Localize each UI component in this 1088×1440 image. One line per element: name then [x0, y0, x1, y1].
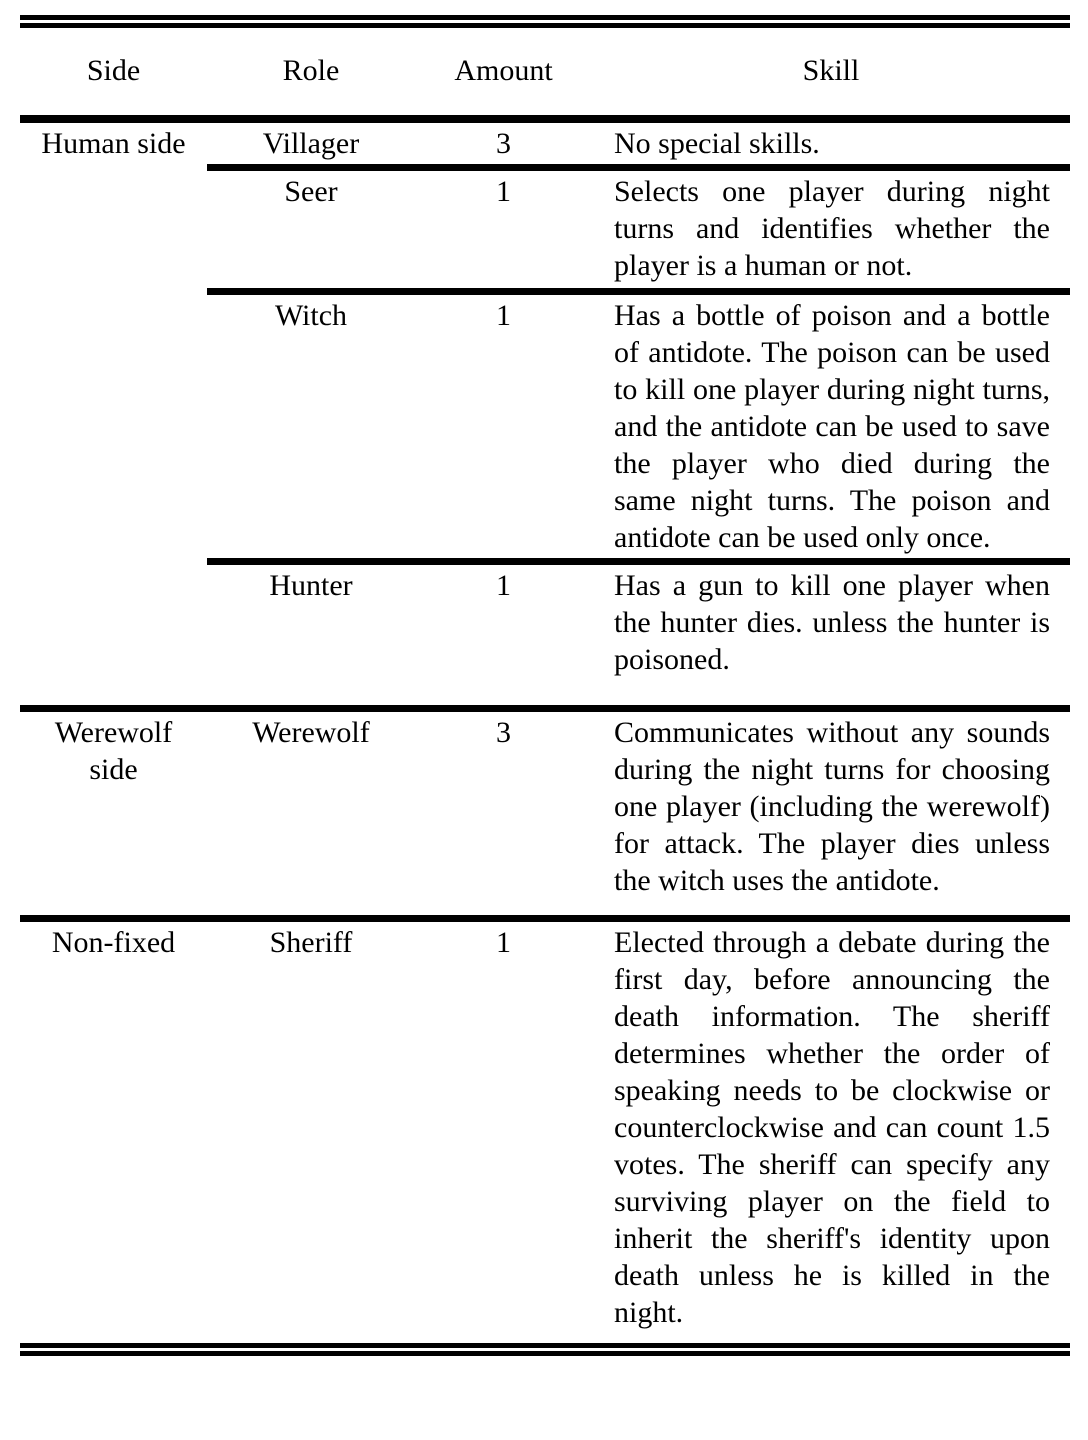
- role-cell-villager: Villager: [262, 127, 360, 160]
- role-cell-witch: Witch: [207, 292, 415, 562]
- table-row-sheriff: [20, 919, 1070, 1344]
- col-header-side: Side: [20, 28, 207, 119]
- amount-cell-sheriff: 1: [415, 919, 592, 1344]
- roles-table: [20, 28, 1070, 1343]
- amount-cell-witch: 1: [415, 292, 592, 562]
- skill-cell-villager: No special skills.: [614, 127, 820, 160]
- skill-cell-hunter: Has a gun to kill one player when the hunter dies. unless the hunter is poisoned.: [592, 562, 1070, 709]
- skill-cell-seer: Selects one player during night turns and identifies whether the player is a human or not.: [592, 168, 1070, 292]
- table-row-villager: [20, 119, 1070, 168]
- col-header-skill: Skill: [592, 28, 1070, 119]
- amount-cell-werewolf: 3: [415, 709, 592, 919]
- skill-cell-sheriff: Elected through a debate during the first day, before announcing the death information. The sheriff determines whether the order of speaking needs to be clockwise or counterclockwise and can count 1.5 votes. The sheriff can specify any surviving player on the field to inherit the sheriff's identity upon death unless he is killed in the night.: [592, 919, 1070, 1344]
- roles-table-figure: [0, 15, 1088, 1440]
- role-cell-seer: Seer: [207, 168, 415, 292]
- side-cell-werewolf: Werewolf side: [20, 709, 207, 919]
- amount-cell-hunter: 1: [415, 562, 592, 709]
- role-cell-sheriff: Sheriff: [207, 919, 415, 1344]
- header-row: [20, 28, 1070, 119]
- side-cell-nonfixed: Non-fixed: [20, 919, 207, 1344]
- role-cell-hunter: Hunter: [207, 562, 415, 709]
- side-cell-human: Human side: [41, 127, 186, 160]
- skill-cell-werewolf: Communicates without any sounds during the night turns for choosing one player (including the werewolf) for attack. The player dies unless the witch uses the antidote.: [592, 709, 1070, 919]
- col-header-amount: Amount: [415, 28, 592, 119]
- amount-cell-seer: 1: [415, 168, 592, 292]
- amount-cell-villager: 3: [496, 127, 511, 160]
- skill-cell-witch: Has a bottle of poison and a bottle of antidote. The poison can be used to kill one player during night turns, and the antidote can be used to save the player who died during the same night turns. The poison and antidote can be used only once.: [592, 292, 1070, 562]
- table-row-werewolf: [20, 709, 1070, 919]
- bottom-double-rule: [20, 1343, 1070, 1356]
- top-double-rule: [20, 15, 1070, 28]
- role-cell-werewolf: Werewolf: [207, 709, 415, 919]
- col-header-role: Role: [207, 28, 415, 119]
